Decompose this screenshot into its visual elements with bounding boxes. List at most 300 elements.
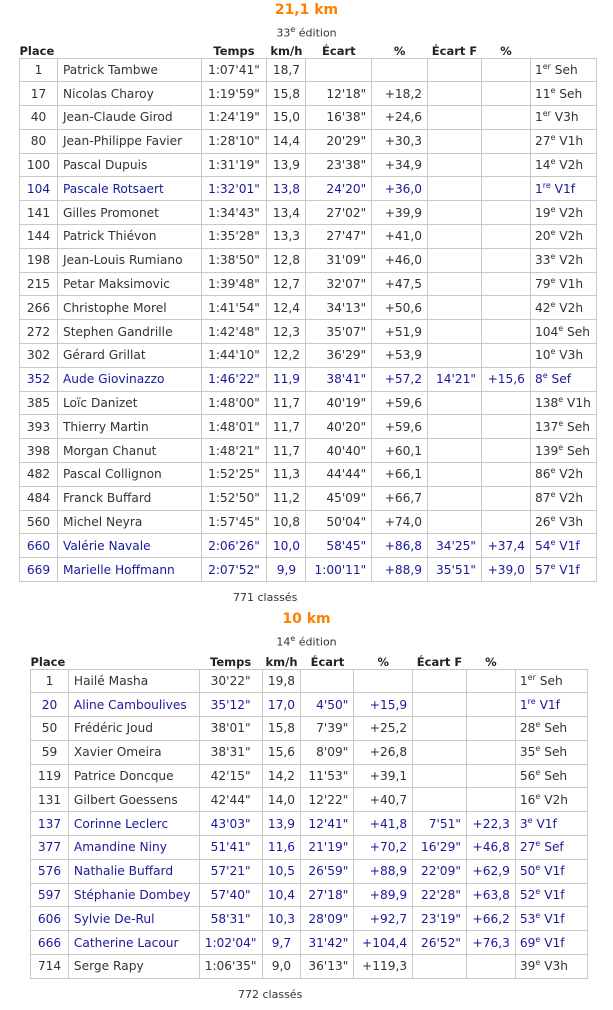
cell-pct-f xyxy=(481,391,530,415)
cell-speed: 11,3 xyxy=(267,463,306,487)
cell-gap: 40'20" xyxy=(306,415,372,439)
cell-place: 714 xyxy=(31,955,69,979)
cell-time: 1:32'01" xyxy=(201,177,267,201)
cell-gap: 11'53" xyxy=(301,764,354,788)
category-rank-number: 79 xyxy=(534,277,551,292)
cell-runner-name: Gérard Grillat xyxy=(57,344,201,368)
cell-gap-f xyxy=(413,764,467,788)
cell-category-rank xyxy=(530,82,596,106)
cell-gap-f xyxy=(428,201,482,225)
table-row xyxy=(20,82,597,106)
cell-place: 666 xyxy=(31,931,69,955)
category-code: V2h xyxy=(555,253,584,268)
category-rank-suffix: e xyxy=(550,85,556,95)
cell-speed: 13,8 xyxy=(267,177,306,201)
category-rank-suffix: e xyxy=(550,561,556,571)
table-row xyxy=(20,344,597,368)
cell-place: 59 xyxy=(31,740,69,764)
category-rank-number: 1 xyxy=(534,110,543,125)
header-gap-f: Écart F xyxy=(413,653,467,669)
cell-time: 2:06'26" xyxy=(201,534,267,558)
category-code: V3h xyxy=(540,959,569,974)
cell-runner-name: Stephen Gandrille xyxy=(57,320,201,344)
cell-pct: +60,1 xyxy=(372,439,428,463)
cell-speed: 19,8 xyxy=(262,669,301,693)
cell-gap-f xyxy=(428,106,482,130)
cell-gap-f xyxy=(428,272,482,296)
cell-category-rank xyxy=(530,439,596,463)
cell-time: 1:48'21" xyxy=(201,439,267,463)
cell-runner-name: Valérie Navale xyxy=(57,534,201,558)
cell-time: 1:39'48" xyxy=(201,272,267,296)
table-row xyxy=(20,415,597,439)
cell-pct-f xyxy=(481,486,530,510)
category-rank-suffix: e xyxy=(558,442,564,452)
cell-gap-f: 14'21" xyxy=(428,367,482,391)
table-row xyxy=(31,788,588,812)
cell-time: 1:06'35" xyxy=(199,955,262,979)
cell-category-rank xyxy=(530,486,596,510)
cell-time: 38'31" xyxy=(199,740,262,764)
category-rank-suffix: e xyxy=(558,395,564,405)
cell-time: 1:48'00" xyxy=(201,391,267,415)
table-row xyxy=(20,153,597,177)
cell-runner-name: Catherine Lacour xyxy=(68,931,199,955)
cell-pct-f xyxy=(481,439,530,463)
cell-gap: 44'44" xyxy=(306,463,372,487)
table-row xyxy=(20,558,597,582)
cell-gap-f xyxy=(428,344,482,368)
cell-runner-name: Jean-Philippe Favier xyxy=(57,129,201,153)
category-code: V1f xyxy=(555,562,580,577)
cell-gap-f xyxy=(428,82,482,106)
category-rank-number: 42 xyxy=(534,300,551,315)
cell-pct-f: +15,6 xyxy=(481,367,530,391)
cell-speed: 15,8 xyxy=(262,717,301,741)
cell-speed: 14,2 xyxy=(262,764,301,788)
category-rank-number: 54 xyxy=(534,538,551,553)
header-speed: km/h xyxy=(262,653,301,669)
cell-time: 1:28'10" xyxy=(201,129,267,153)
cell-gap: 35'07" xyxy=(306,320,372,344)
cell-pct-f xyxy=(481,129,530,153)
table-row xyxy=(20,129,597,153)
cell-category-rank xyxy=(515,717,587,741)
cell-speed: 11,6 xyxy=(262,836,301,860)
cell-time: 1:07'41" xyxy=(201,58,267,82)
cell-speed: 18,7 xyxy=(267,58,306,82)
table-row xyxy=(31,764,588,788)
cell-gap: 31'42" xyxy=(301,931,354,955)
cell-place: 144 xyxy=(20,225,58,249)
table-row xyxy=(31,717,588,741)
category-rank-number: 1 xyxy=(519,673,528,688)
cell-speed: 9,7 xyxy=(262,931,301,955)
cell-time: 1:34'43" xyxy=(201,201,267,225)
cell-place: 482 xyxy=(20,463,58,487)
category-rank-number: 50 xyxy=(519,864,536,879)
header-pct-f: % xyxy=(466,653,515,669)
cell-place: 119 xyxy=(31,764,69,788)
cell-runner-name: Marielle Hoffmann xyxy=(57,558,201,582)
cell-pct-f xyxy=(466,788,515,812)
results-table-10km xyxy=(30,653,588,979)
cell-gap: 31'09" xyxy=(306,248,372,272)
category-rank-number: 14 xyxy=(534,158,551,173)
category-rank-suffix: e xyxy=(550,537,556,547)
cell-time: 42'15" xyxy=(199,764,262,788)
cell-place: 606 xyxy=(31,907,69,931)
cell-time: 1:48'01" xyxy=(201,415,267,439)
category-code: V2h xyxy=(555,300,584,315)
cell-runner-name: Pascale Rotsaert xyxy=(57,177,201,201)
category-rank-number: 39 xyxy=(519,959,536,974)
category-rank-suffix: e xyxy=(542,371,548,381)
cell-runner-name: Jean-Claude Girod xyxy=(57,106,201,130)
cell-gap: 4'50" xyxy=(301,693,354,717)
category-rank-suffix: e xyxy=(550,252,556,262)
cell-place: 560 xyxy=(20,510,58,534)
cell-category-rank xyxy=(515,836,587,860)
cell-category-rank xyxy=(530,58,596,82)
category-code: V3h xyxy=(555,515,584,530)
category-rank-suffix: e xyxy=(535,910,541,920)
cell-pct-f xyxy=(481,153,530,177)
cell-place: 302 xyxy=(20,344,58,368)
cell-place: 597 xyxy=(31,883,69,907)
table-row xyxy=(31,907,588,931)
cell-pct: +51,9 xyxy=(372,320,428,344)
table-row xyxy=(20,534,597,558)
table-row xyxy=(20,225,597,249)
header-gap: Écart xyxy=(306,42,372,58)
cell-runner-name: Pascal Dupuis xyxy=(57,153,201,177)
cell-gap-f: 34'25" xyxy=(428,534,482,558)
cell-gap: 8'09" xyxy=(301,740,354,764)
cell-runner-name: Gilbert Goessens xyxy=(68,788,199,812)
cell-pct xyxy=(354,669,413,693)
cell-runner-name: Pascal Collignon xyxy=(57,463,201,487)
cell-gap: 23'38" xyxy=(306,153,372,177)
category-rank-suffix: e xyxy=(535,934,541,944)
cell-place: 137 xyxy=(31,812,69,836)
cell-gap-f xyxy=(428,177,482,201)
header-time: Temps xyxy=(199,653,262,669)
cell-gap: 45'09" xyxy=(306,486,372,510)
cell-category-rank xyxy=(515,788,587,812)
cell-runner-name: Hailé Masha xyxy=(68,669,199,693)
results-table-21km xyxy=(19,42,597,582)
table-row xyxy=(20,106,597,130)
cell-time: 1:35'28" xyxy=(201,225,267,249)
category-rank-suffix: e xyxy=(535,744,541,754)
cell-pct: +34,9 xyxy=(372,153,428,177)
header-gap-f: Écart F xyxy=(428,42,482,58)
cell-pct-f xyxy=(466,740,515,764)
cell-gap: 40'40" xyxy=(306,439,372,463)
cell-place: 1 xyxy=(31,669,69,693)
category-code: V1h xyxy=(555,134,584,149)
cell-pct: +26,8 xyxy=(354,740,413,764)
cell-runner-name: Petar Maksimovic xyxy=(57,272,201,296)
cell-speed: 11,9 xyxy=(267,367,306,391)
cell-speed: 13,3 xyxy=(267,225,306,249)
category-rank-suffix: e xyxy=(535,863,541,873)
cell-speed: 13,4 xyxy=(267,201,306,225)
cell-pct-f: +39,0 xyxy=(481,558,530,582)
cell-category-rank xyxy=(530,367,596,391)
category-rank-number: 139 xyxy=(534,443,559,458)
cell-gap-f: 22'28" xyxy=(413,883,467,907)
cell-category-rank xyxy=(530,296,596,320)
cell-speed: 11,7 xyxy=(267,415,306,439)
cell-category-rank xyxy=(530,558,596,582)
cell-pct-f xyxy=(481,248,530,272)
category-code: V2h xyxy=(555,158,584,173)
category-rank-suffix: e xyxy=(550,204,556,214)
cell-pct: +41,0 xyxy=(372,225,428,249)
cell-speed: 10,4 xyxy=(262,883,301,907)
classified-count-10km: 772 classés xyxy=(238,988,303,1001)
cell-pct-f xyxy=(481,415,530,439)
cell-runner-name: Patrick Tambwe xyxy=(57,58,201,82)
cell-category-rank xyxy=(530,106,596,130)
cell-speed: 10,8 xyxy=(267,510,306,534)
category-code: V2h xyxy=(555,229,584,244)
cell-gap: 27'02" xyxy=(306,201,372,225)
table-row xyxy=(20,201,597,225)
cell-gap xyxy=(301,669,354,693)
category-rank-suffix: e xyxy=(550,347,556,357)
cell-pct-f xyxy=(481,177,530,201)
race-title: 21,1 km xyxy=(274,2,339,18)
header-pct: % xyxy=(372,42,428,58)
category-rank-number: 11 xyxy=(534,86,551,101)
cell-place: 377 xyxy=(31,836,69,860)
cell-pct: +40,7 xyxy=(354,788,413,812)
category-rank-number: 1 xyxy=(534,181,543,196)
cell-pct: +24,6 xyxy=(372,106,428,130)
cell-time: 1:31'19" xyxy=(201,153,267,177)
category-rank-number: 52 xyxy=(519,888,536,903)
table-row xyxy=(31,740,588,764)
cell-speed: 15,8 xyxy=(267,82,306,106)
cell-pct-f xyxy=(481,106,530,130)
cell-gap: 12'22" xyxy=(301,788,354,812)
cell-speed: 12,7 xyxy=(267,272,306,296)
cell-speed: 12,3 xyxy=(267,320,306,344)
cell-runner-name: Franck Buffard xyxy=(57,486,201,510)
cell-pct: +50,6 xyxy=(372,296,428,320)
category-rank-suffix: e xyxy=(527,815,533,825)
cell-gap-f: 35'51" xyxy=(428,558,482,582)
table-row xyxy=(31,859,588,883)
category-rank-suffix: e xyxy=(550,276,556,286)
category-rank-number: 26 xyxy=(534,515,551,530)
category-rank-number: 27 xyxy=(534,134,551,149)
cell-speed: 14,4 xyxy=(267,129,306,153)
cell-gap-f xyxy=(428,463,482,487)
category-rank-suffix: e xyxy=(550,514,556,524)
cell-place: 576 xyxy=(31,859,69,883)
cell-speed: 12,4 xyxy=(267,296,306,320)
cell-category-rank xyxy=(515,859,587,883)
category-code: V1f xyxy=(540,864,565,879)
race-section-10km xyxy=(0,609,613,650)
cell-pct-f xyxy=(481,296,530,320)
cell-time: 35'12" xyxy=(199,693,262,717)
cell-gap: 24'20" xyxy=(306,177,372,201)
cell-pct: +59,6 xyxy=(372,391,428,415)
cell-runner-name: Nicolas Charoy xyxy=(57,82,201,106)
category-code: V1f xyxy=(540,911,565,926)
race-section-21km xyxy=(0,0,613,41)
cell-time: 57'40" xyxy=(199,883,262,907)
cell-category-rank xyxy=(515,812,587,836)
cell-runner-name: Christophe Morel xyxy=(57,296,201,320)
category-code: Seh xyxy=(563,419,590,434)
header-pct: % xyxy=(354,653,413,669)
table-header-row xyxy=(31,653,588,669)
cell-pct-f: +46,8 xyxy=(466,836,515,860)
cell-place: 215 xyxy=(20,272,58,296)
category-code: V1f xyxy=(555,538,580,553)
category-rank-number: 8 xyxy=(534,372,543,387)
category-code: V1f xyxy=(550,181,576,196)
cell-time: 1:42'48" xyxy=(201,320,267,344)
cell-place: 141 xyxy=(20,201,58,225)
cell-gap-f xyxy=(428,153,482,177)
cell-pct-f xyxy=(466,955,515,979)
cell-gap: 40'19" xyxy=(306,391,372,415)
cell-gap-f: 23'19" xyxy=(413,907,467,931)
cell-speed: 13,9 xyxy=(267,153,306,177)
cell-speed: 9,0 xyxy=(262,955,301,979)
header-time: Temps xyxy=(201,42,267,58)
category-rank-suffix: er xyxy=(527,672,536,682)
cell-runner-name: Xavier Omeira xyxy=(68,740,199,764)
cell-place: 484 xyxy=(20,486,58,510)
cell-gap-f xyxy=(428,439,482,463)
cell-time: 2:07'52" xyxy=(201,558,267,582)
cell-gap-f xyxy=(413,740,467,764)
cell-place: 272 xyxy=(20,320,58,344)
cell-pct-f: +66,2 xyxy=(466,907,515,931)
cell-speed: 12,8 xyxy=(267,248,306,272)
cell-gap-f xyxy=(413,955,467,979)
cell-pct-f xyxy=(481,58,530,82)
cell-time: 43'03" xyxy=(199,812,262,836)
cell-runner-name: Aline Camboulives xyxy=(68,693,199,717)
cell-pct: +30,3 xyxy=(372,129,428,153)
cell-gap: 7'39" xyxy=(301,717,354,741)
cell-gap-f: 7'51" xyxy=(413,812,467,836)
cell-gap: 36'29" xyxy=(306,344,372,368)
cell-gap: 16'38" xyxy=(306,106,372,130)
cell-speed: 15,6 xyxy=(262,740,301,764)
cell-category-rank xyxy=(515,907,587,931)
cell-gap: 38'41" xyxy=(306,367,372,391)
table-row xyxy=(31,836,588,860)
cell-gap xyxy=(306,58,372,82)
cell-pct: +92,7 xyxy=(354,907,413,931)
category-rank-suffix: e xyxy=(558,418,564,428)
cell-pct-f xyxy=(481,272,530,296)
cell-category-rank xyxy=(515,764,587,788)
cell-pct: +59,6 xyxy=(372,415,428,439)
cell-category-rank xyxy=(530,415,596,439)
cell-pct: +25,2 xyxy=(354,717,413,741)
table-row xyxy=(31,883,588,907)
category-rank-suffix: e xyxy=(550,133,556,143)
cell-pct: +57,2 xyxy=(372,367,428,391)
cell-runner-name: Jean-Louis Rumiano xyxy=(57,248,201,272)
cell-pct-f xyxy=(466,717,515,741)
cell-time: 1:52'25" xyxy=(201,463,267,487)
cell-runner-name: Nathalie Buffard xyxy=(68,859,199,883)
cell-category-rank xyxy=(515,693,587,717)
cell-pct: +41,8 xyxy=(354,812,413,836)
cell-time: 57'21" xyxy=(199,859,262,883)
cell-time: 1:57'45" xyxy=(201,510,267,534)
cell-pct-f xyxy=(481,510,530,534)
cell-runner-name: Morgan Chanut xyxy=(57,439,201,463)
cell-gap: 27'47" xyxy=(306,225,372,249)
cell-category-rank xyxy=(530,129,596,153)
cell-gap-f xyxy=(428,486,482,510)
cell-pct-f xyxy=(466,693,515,717)
cell-runner-name: Loïc Danizet xyxy=(57,391,201,415)
cell-gap: 27'18" xyxy=(301,883,354,907)
category-code: Sef xyxy=(540,840,564,855)
cell-category-rank xyxy=(530,272,596,296)
table-row xyxy=(31,812,588,836)
cell-gap-f xyxy=(428,415,482,439)
cell-category-rank xyxy=(530,248,596,272)
race-edition: 14e édition xyxy=(276,634,337,649)
cell-pct-f: +62,9 xyxy=(466,859,515,883)
cell-pct xyxy=(372,58,428,82)
race-edition: 33e édition xyxy=(276,25,337,40)
cell-category-rank xyxy=(530,177,596,201)
table-row xyxy=(20,439,597,463)
cell-pct: +46,0 xyxy=(372,248,428,272)
category-rank-number: 16 xyxy=(519,792,536,807)
category-rank-suffix: e xyxy=(535,887,541,897)
category-rank-number: 27 xyxy=(519,840,536,855)
table-row xyxy=(20,320,597,344)
cell-gap-f xyxy=(428,225,482,249)
category-rank-number: 10 xyxy=(534,348,551,363)
category-rank-number: 3 xyxy=(519,816,528,831)
category-rank-number: 69 xyxy=(519,935,536,950)
category-rank-number: 87 xyxy=(534,491,551,506)
cell-gap-f xyxy=(428,391,482,415)
cell-pct: +18,2 xyxy=(372,82,428,106)
cell-category-rank xyxy=(515,931,587,955)
category-rank-number: 56 xyxy=(519,769,536,784)
category-rank-number: 137 xyxy=(534,419,559,434)
cell-pct-f xyxy=(481,201,530,225)
cell-pct: +86,8 xyxy=(372,534,428,558)
cell-category-rank xyxy=(530,391,596,415)
cell-place: 20 xyxy=(31,693,69,717)
cell-pct-f xyxy=(481,463,530,487)
cell-place: 80 xyxy=(20,129,58,153)
category-rank-suffix: e xyxy=(535,839,541,849)
cell-place: 40 xyxy=(20,106,58,130)
cell-place: 100 xyxy=(20,153,58,177)
